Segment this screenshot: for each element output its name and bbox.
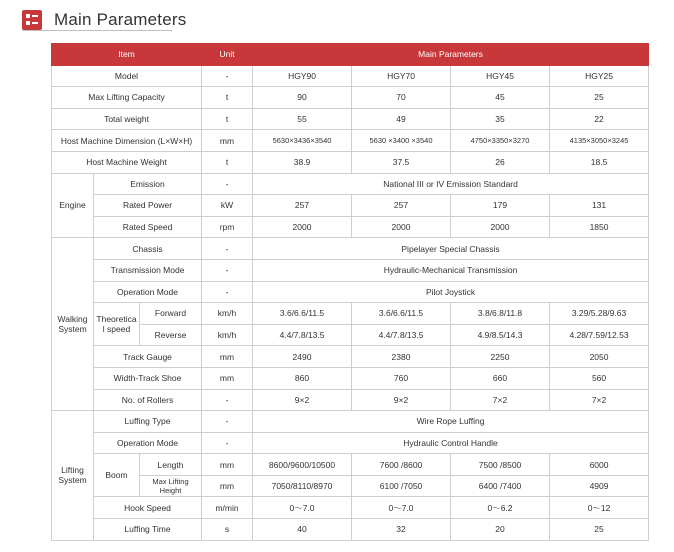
cell-value: 0～7.0 [253, 497, 352, 519]
row-label: Rated Power [94, 195, 202, 217]
cell-value: 20 [451, 519, 550, 541]
row-label: Reverse [140, 324, 202, 346]
table-row [52, 389, 649, 411]
row-unit: - [202, 65, 253, 87]
row-label: Transmission Mode [94, 259, 202, 281]
header-unit: Unit [202, 44, 253, 66]
table-row [52, 367, 649, 389]
row-label: Total weight [52, 108, 202, 130]
row-label: Rated Speed [94, 216, 202, 238]
row-unit: mm [202, 130, 253, 152]
cell-value: HGY25 [550, 65, 649, 87]
cell-value: 3.6/6.6/11.5 [352, 303, 451, 325]
page-title: Main Parameters [54, 10, 187, 29]
cell-value: 5630×3436×3540 [253, 130, 352, 152]
row-label: Emission [94, 173, 202, 195]
cell-value: 5630 ×3400 ×3540 [352, 130, 451, 152]
group-label-walking: Walking System [52, 238, 94, 411]
cell-value: 2380 [352, 346, 451, 368]
row-label: Operation Mode [94, 281, 202, 303]
cell-value: 7500 /8500 [451, 454, 550, 476]
table-row [52, 130, 649, 152]
cell-value: 70 [352, 87, 451, 109]
row-unit: - [202, 389, 253, 411]
cell-value: Hydraulic Control Handle [253, 432, 649, 454]
cell-value: National III or IV Emission Standard [253, 173, 649, 195]
table-row [52, 259, 649, 281]
sub-group-boom: Boom [94, 454, 140, 497]
table-row [52, 281, 649, 303]
cell-value: 0～6.2 [451, 497, 550, 519]
row-label: Host Machine Dimension (L×W×H) [52, 130, 202, 152]
row-unit: t [202, 151, 253, 173]
cell-value: 257 [352, 195, 451, 217]
cell-value: 131 [550, 195, 649, 217]
row-label: Track Gauge [94, 346, 202, 368]
table-row [52, 475, 649, 497]
cell-value: 4750×3350×3270 [451, 130, 550, 152]
row-label: Model [52, 65, 202, 87]
row-unit: - [202, 411, 253, 433]
cell-value: 26 [451, 151, 550, 173]
table-row [52, 303, 649, 325]
list-icon [22, 10, 42, 30]
cell-value: 38.9 [253, 151, 352, 173]
row-unit: mm [202, 367, 253, 389]
cell-value: 8600/9600/10500 [253, 454, 352, 476]
row-unit: t [202, 87, 253, 109]
cell-value: 45 [451, 87, 550, 109]
row-unit: km/h [202, 324, 253, 346]
table-row [52, 87, 649, 109]
row-unit: rpm [202, 216, 253, 238]
header-item: Item [52, 44, 202, 66]
table-header-row [52, 44, 649, 66]
cell-value: 9×2 [352, 389, 451, 411]
row-label: Chassis [94, 238, 202, 260]
cell-value: 0～7.0 [352, 497, 451, 519]
cell-value: 2000 [352, 216, 451, 238]
cell-value: 55 [253, 108, 352, 130]
cell-value: 4.4/7.8/13.5 [253, 324, 352, 346]
cell-value: 25 [550, 519, 649, 541]
cell-value: 3.6/6.6/11.5 [253, 303, 352, 325]
cell-value: 660 [451, 367, 550, 389]
cell-value: 90 [253, 87, 352, 109]
cell-value: 4135×3050×3245 [550, 130, 649, 152]
cell-value: 257 [253, 195, 352, 217]
row-label: Width-Track Shoe [94, 367, 202, 389]
group-label-lifting: Lifting System [52, 411, 94, 541]
table-row [52, 238, 649, 260]
cell-value: 4.28/7.59/12.53 [550, 324, 649, 346]
row-label: Length [140, 454, 202, 476]
group-label-engine: Engine [52, 173, 94, 238]
cell-value: 179 [451, 195, 550, 217]
row-unit: s [202, 519, 253, 541]
cell-value: 9×2 [253, 389, 352, 411]
cell-value: 1850 [550, 216, 649, 238]
row-unit: kW [202, 195, 253, 217]
table-row [52, 432, 649, 454]
header-main-parameters: Main Parameters [253, 44, 649, 66]
cell-value: Pilot Joystick [253, 281, 649, 303]
row-unit: - [202, 173, 253, 195]
row-label: Forward [140, 303, 202, 325]
row-unit: - [202, 238, 253, 260]
table-row [52, 108, 649, 130]
parameters-table [51, 43, 649, 541]
table-row [52, 65, 649, 87]
cell-value: 4.9/8.5/14.3 [451, 324, 550, 346]
table-row [52, 151, 649, 173]
row-label: Luffing Type [94, 411, 202, 433]
cell-value: 2250 [451, 346, 550, 368]
cell-value: 560 [550, 367, 649, 389]
row-unit: mm [202, 454, 253, 476]
table-row [52, 216, 649, 238]
row-unit: km/h [202, 303, 253, 325]
cell-value: HGY90 [253, 65, 352, 87]
cell-value: 860 [253, 367, 352, 389]
table-row [52, 195, 649, 217]
table-row [52, 454, 649, 476]
row-label: Max Lifting Height [140, 475, 202, 497]
cell-value: 25 [550, 87, 649, 109]
cell-value: 18.5 [550, 151, 649, 173]
row-unit: mm [202, 346, 253, 368]
cell-value: Hydraulic-Mechanical Transmission [253, 259, 649, 281]
row-unit: - [202, 432, 253, 454]
sub-group-theoretical-speed: Theoretical speed [94, 303, 140, 346]
cell-value: 760 [352, 367, 451, 389]
cell-value: 7×2 [550, 389, 649, 411]
cell-value: 6100 /7050 [352, 475, 451, 497]
cell-value: 3.8/6.8/11.8 [451, 303, 550, 325]
title-underline [22, 30, 172, 31]
cell-value: 3.29/5.28/9.63 [550, 303, 649, 325]
cell-value: 2050 [550, 346, 649, 368]
row-label: Luffing Time [94, 519, 202, 541]
table-row [52, 346, 649, 368]
cell-value: 22 [550, 108, 649, 130]
cell-value: 2000 [253, 216, 352, 238]
cell-value: 7600 /8600 [352, 454, 451, 476]
row-unit: - [202, 281, 253, 303]
cell-value: 0～12 [550, 497, 649, 519]
cell-value: 7050/8110/8970 [253, 475, 352, 497]
table-row [52, 411, 649, 433]
cell-value: 6400 /7400 [451, 475, 550, 497]
row-unit: m/min [202, 497, 253, 519]
cell-value: 2490 [253, 346, 352, 368]
table-row [52, 519, 649, 541]
cell-value: HGY70 [352, 65, 451, 87]
cell-value: Pipelayer Special Chassis [253, 238, 649, 260]
cell-value: 4909 [550, 475, 649, 497]
row-label: No. of Rollers [94, 389, 202, 411]
cell-value: Wire Rope Luffing [253, 411, 649, 433]
cell-value: 4.4/7.8/13.5 [352, 324, 451, 346]
row-unit: - [202, 259, 253, 281]
cell-value: 32 [352, 519, 451, 541]
row-unit: t [202, 108, 253, 130]
row-label: Operation Mode [94, 432, 202, 454]
cell-value: 6000 [550, 454, 649, 476]
cell-value: 2000 [451, 216, 550, 238]
table-row [52, 173, 649, 195]
cell-value: 49 [352, 108, 451, 130]
table-row [52, 497, 649, 519]
cell-value: 40 [253, 519, 352, 541]
row-label: Hook Speed [94, 497, 202, 519]
row-label: Max Lifting Capacity [52, 87, 202, 109]
cell-value: HGY45 [451, 65, 550, 87]
cell-value: 37.5 [352, 151, 451, 173]
table-row [52, 324, 649, 346]
row-unit: mm [202, 475, 253, 497]
cell-value: 35 [451, 108, 550, 130]
row-label: Host Machine Weight [52, 151, 202, 173]
cell-value: 7×2 [451, 389, 550, 411]
